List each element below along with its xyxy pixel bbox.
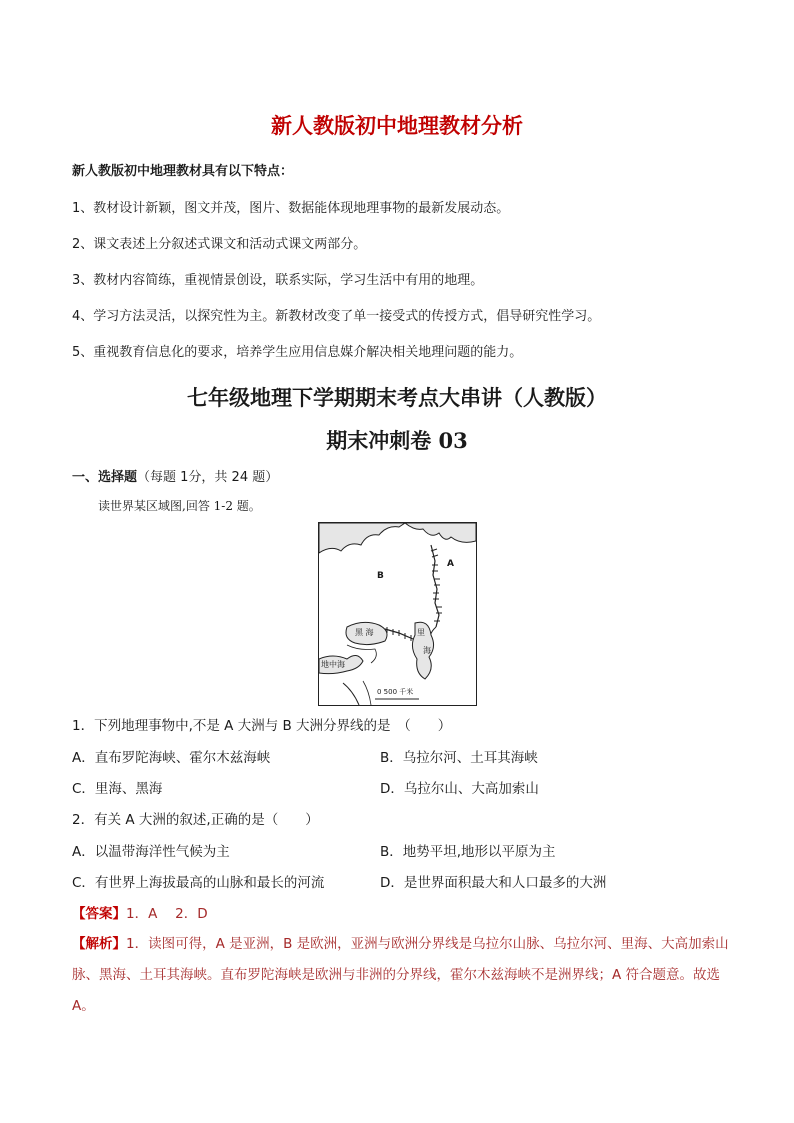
map-label-black-sea: 黑 海 (355, 628, 374, 637)
region-map-drawing (319, 523, 476, 705)
exam-subtitle: 期末冲刺卷 03 (326, 428, 468, 453)
question-stem: 1．下列地理事物中,不是 A 大洲与 B 大洲分界线的是 （ ） (72, 718, 452, 734)
answer-line (72, 902, 208, 922)
section-label: 一、选择题 (72, 470, 138, 485)
page-title: 新人教版初中地理教材分析 (271, 114, 523, 138)
section-note: （每题 1分，共 24 题） (137, 470, 279, 485)
analysis-label: 【解析】 (72, 936, 126, 952)
section-heading (72, 466, 278, 485)
feature-item: 4、学习方法灵活，以探究性为主。新教材改变了单一接受式的传授方式，倡导研究性学习。 (72, 309, 601, 324)
option-item: A．直布罗陀海峡、霍尔木兹海峡 (72, 750, 271, 766)
feature-item: 2、课文表述上分叙述式课文和活动式课文两部分。 (72, 237, 367, 252)
map-instruction: 读世界某区域图,回答 1-2 题。 (98, 499, 261, 513)
map-label-a: A (447, 559, 454, 569)
map-scale: 0 500 千米 (377, 688, 414, 696)
analysis-text: 1．读图可得，A 是亚洲，B 是欧洲，亚洲与欧洲分界线是乌拉尔山脉、乌拉尔河、里海、大高加索山脉、黑海、土耳其海峡。直布罗陀海峡是欧洲与非洲的分界线，霍尔木兹海峡不是洲界线；A 符合题意。故选 A。 (72, 936, 729, 1014)
map-label-caspian: 海 (423, 646, 431, 655)
option-item: B．乌拉尔河、土耳其海峡 (380, 750, 538, 766)
option-item: A．以温带海洋性气候为主 (72, 844, 230, 860)
question-stem: 2．有关 A 大洲的叙述,正确的是（ ） (72, 812, 319, 828)
option-item: C．有世界上海拔最高的山脉和最长的河流 (72, 875, 325, 891)
option-item: B．地势平坦,地形以平原为主 (380, 844, 556, 860)
answer-label: 【答案】 (72, 906, 126, 922)
map-label-caspian: 里 (417, 628, 425, 637)
intro-text: 新人教版初中地理教材具有以下特点： (72, 164, 294, 179)
exam-title: 七年级地理下学期期末考点大串讲（人教版） (187, 385, 607, 410)
option-item: C．里海、黑海 (72, 781, 163, 797)
map-label-mediterranean: 地中海 (321, 660, 345, 669)
answer-text: 1．A 2．D (126, 906, 208, 922)
option-item: D．乌拉尔山、大高加索山 (380, 781, 539, 797)
map-label-b: B (377, 571, 384, 581)
feature-item: 3、教材内容简练，重视情景创设，联系实际，学习生活中有用的地理。 (72, 273, 484, 288)
feature-item: 5、重视教育信息化的要求，培养学生应用信息媒介解决相关地理问题的能力。 (72, 345, 523, 360)
option-item: D．是世界面积最大和人口最多的大洲 (380, 875, 607, 891)
feature-item: 1、教材设计新颖，图文并茂，图片、数据能体现地理事物的最新发展动态。 (72, 201, 510, 216)
analysis-block (72, 929, 732, 1022)
region-map (318, 522, 477, 706)
